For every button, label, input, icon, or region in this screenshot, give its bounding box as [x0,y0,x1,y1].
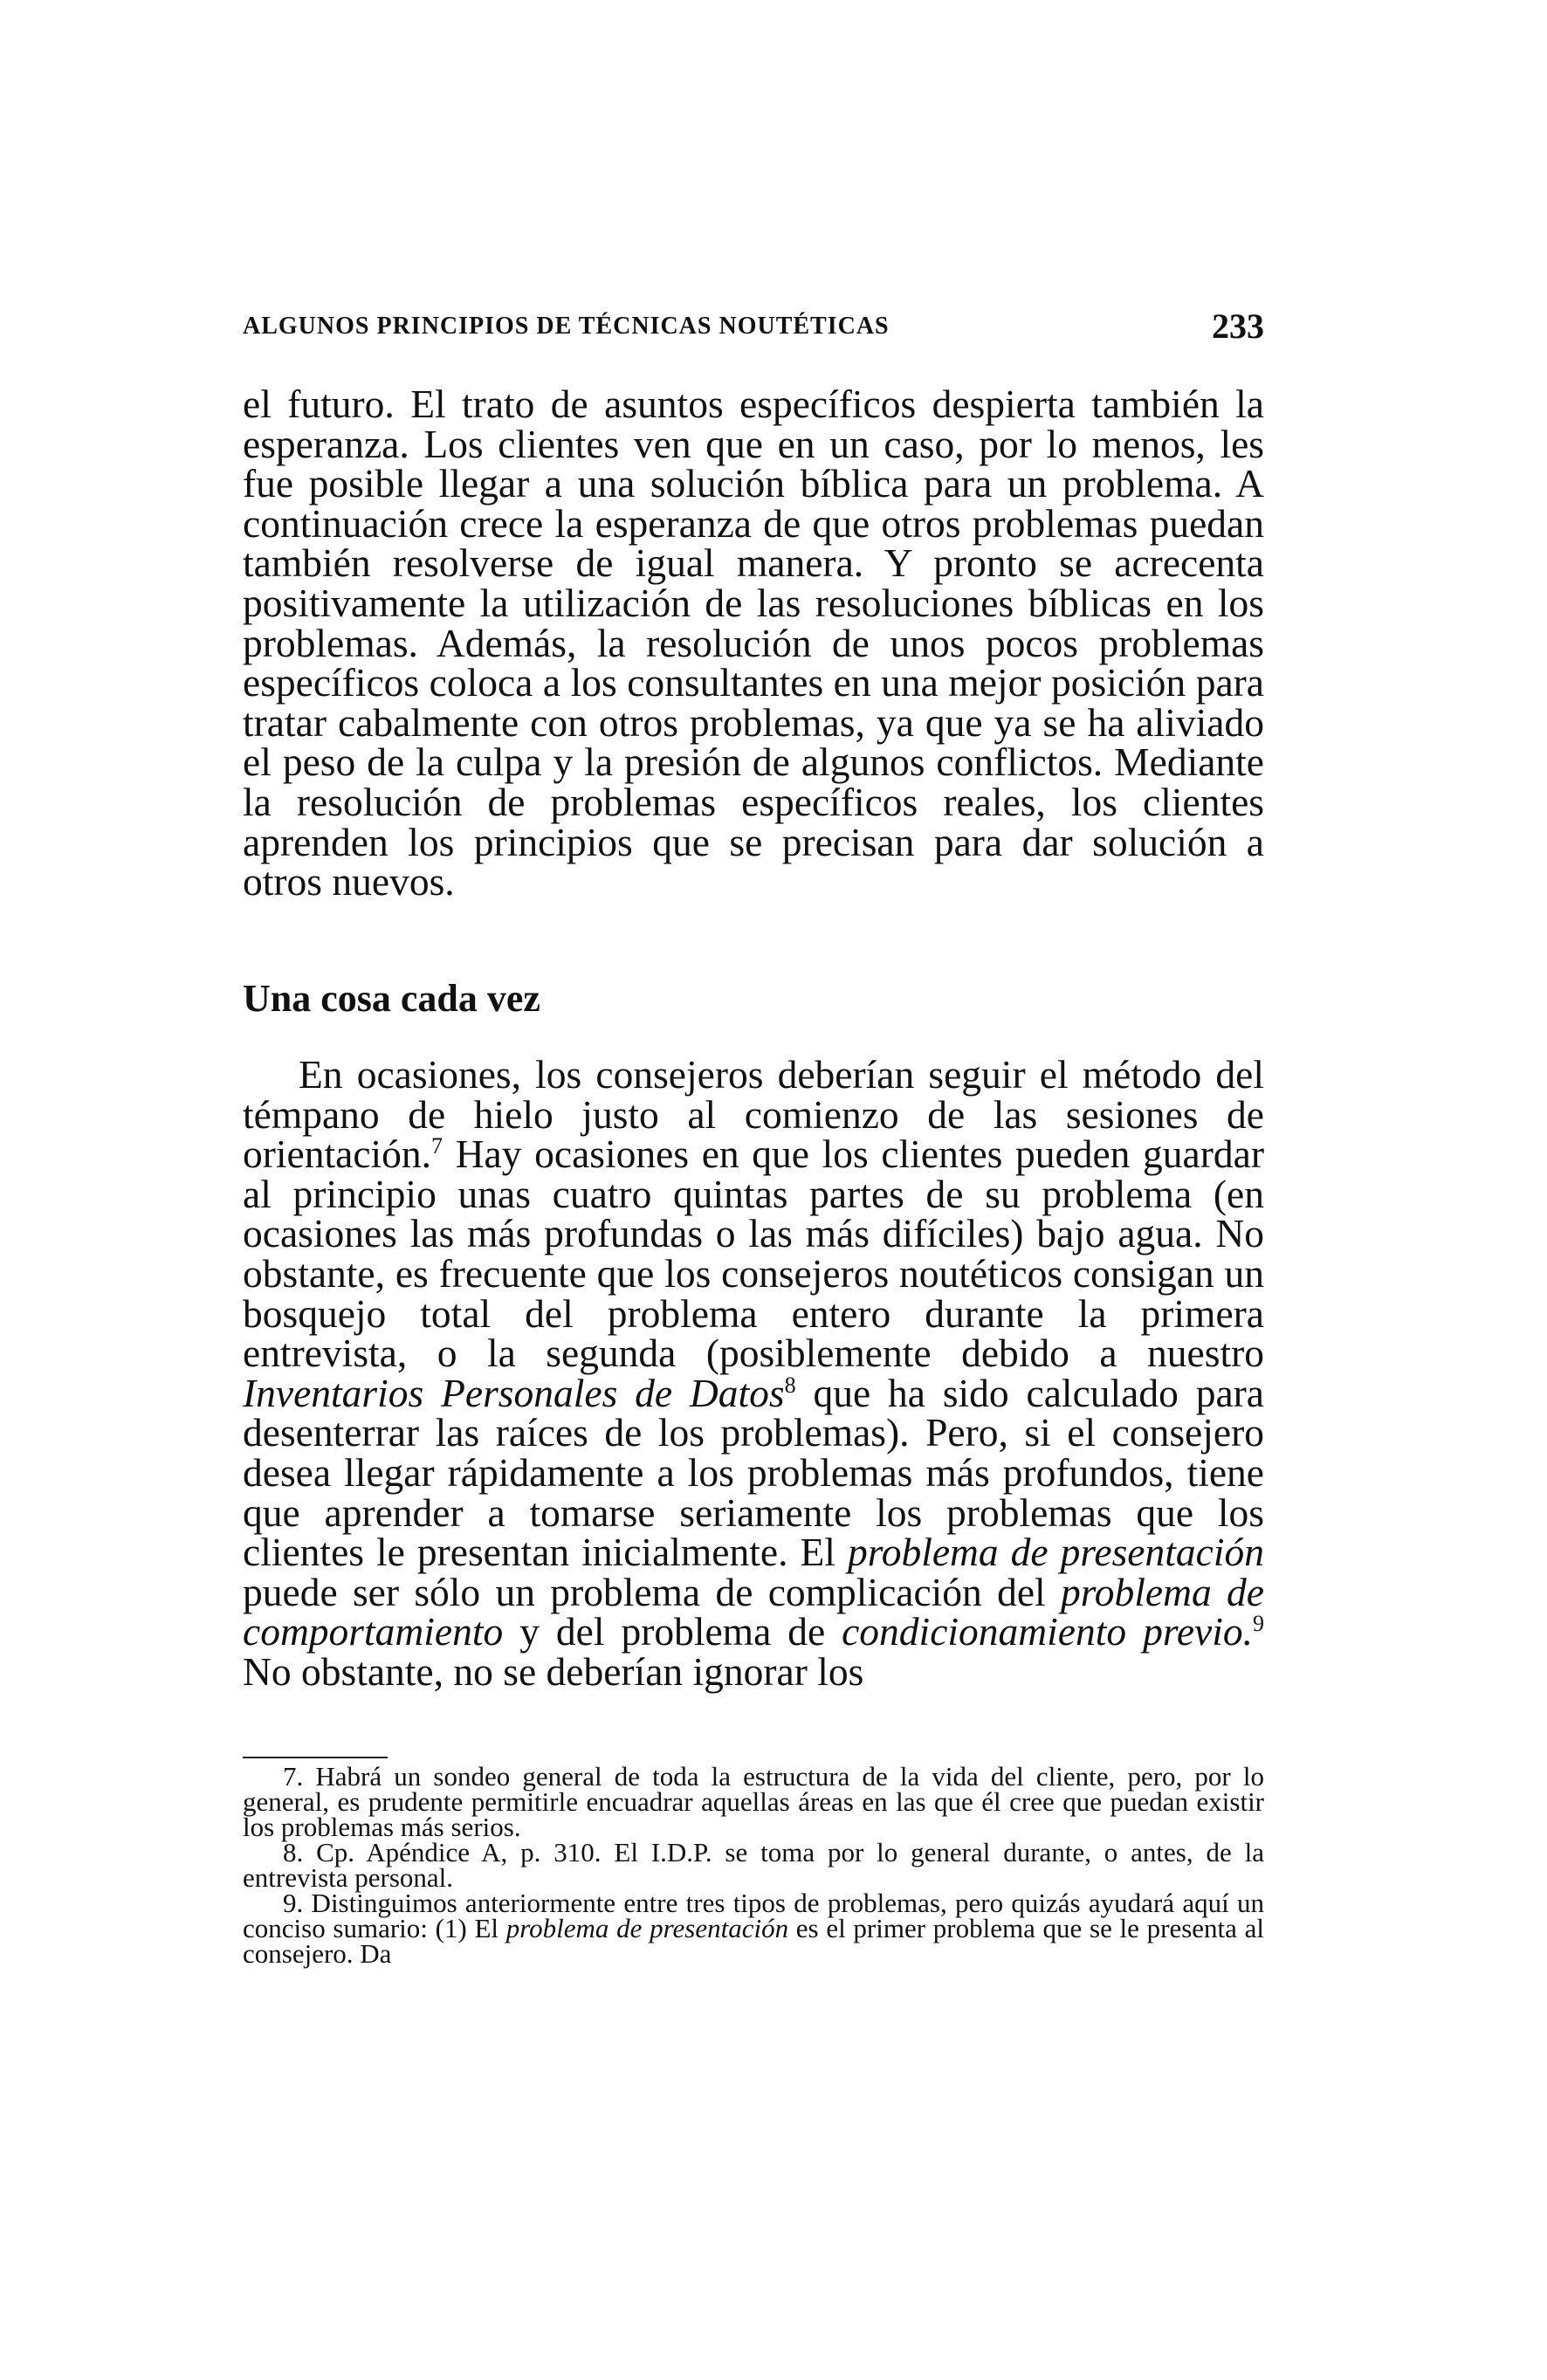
text-run: Hay ocasiones en que los clientes pueden guardar al principio unas cuatro quintas partes de su problema (en ocasiones las más profundas o las más difíciles) bajo agua. No obstante, es frecuente que los consejeros noutéticos consigan un bosquejo total del problema entero durante la primera entrevista, o la segunda (posiblemente debido a nuestro [243,1132,1264,1376]
italic-term: problema de comportamiento [243,1569,1264,1654]
text-run: es el primer problema que se le presenta al consejero. Da [243,1913,1264,1969]
footnote-ref-9: 9 [1253,1611,1264,1637]
text-run: y del problema de [503,1609,842,1654]
running-head [243,306,1264,347]
text-run: puede ser sólo un problema de complicación del [243,1569,1062,1614]
book-page [243,0,1264,2380]
footnote-ref-8: 8 [784,1372,796,1398]
running-title: ALGUNOS PRINCIPIOS DE TÉCNICAS NOUTÉTICAS [243,313,890,340]
italic-term: problema de presentación [505,1913,789,1943]
text-run: No obstante, no se deberían ignorar los [243,1648,864,1694]
footnote-divider [243,1757,388,1758]
page-number: 233 [1212,306,1264,346]
text-run: En ocasiones, los consejeros deberían seguir el método del témpano de hielo justo al comienzo de las sesiones de orientación. [243,1052,1264,1177]
footnote-8: 8. Cp. Apéndice A, p. 310. El I.D.P. se toma por lo general durante, o antes, de la entrevista personal. [243,1837,1264,1893]
paragraph-continuation: el futuro. El trato de asuntos específicos despierta también la esperanza. Los clientes ven que en un caso, por lo menos, les fue posible llegar a una solución bíblica para un problema. A continuación crece la esperanza de que otros problemas puedan también resolverse de igual manera. Y pronto se acrecenta positivamente la utilización de las resoluciones bíblicas en los problemas. Además, la resolución de unos pocos problemas específicos coloca a los consultantes en una mejor posición para tratar cabalmente con otros problemas, ya que ya se ha aliviado el peso de la culpa y la presión de algunos conflictos. Mediante la resolución de problemas específicos reales, los clientes aprenden los principios que se precisan para dar solución a otros nuevos. [243,382,1264,905]
text-run: que ha sido calculado para desenterrar las raíces de los problemas). Pero, si el consejero desea llegar rápidamente a los problemas más profundos, tiene que aprender a tomarse seriamente los problemas que los clientes le presentan inicialmente. El [243,1370,1264,1575]
section-heading: Una cosa cada vez [243,977,540,1020]
section-paragraph [243,1052,1264,1694]
italic-term: problema de presentación [847,1530,1264,1575]
footnote-ref-7: 7 [431,1133,443,1159]
section-body [243,1052,1264,1694]
footnote-7: 7. Habrá un sondeo general de toda la estructura de la vida del cliente, pero, por lo general, es prudente permitirle encuadrar aquellas áreas en las que él cree que puedan existir los problemas más serios. [243,1761,1264,1842]
italic-term: condicionamiento previo. [842,1609,1253,1654]
body-text [243,382,1264,905]
footnotes [243,1761,1264,1969]
text-run: 9. Distinguimos anteriormente entre tres tipos de problemas, pero quizás ayudará aquí un conciso sumario: (1) El [243,1888,1264,1943]
footnote-9 [243,1888,1264,1969]
italic-title: Inventarios Personales de Datos [243,1370,785,1415]
